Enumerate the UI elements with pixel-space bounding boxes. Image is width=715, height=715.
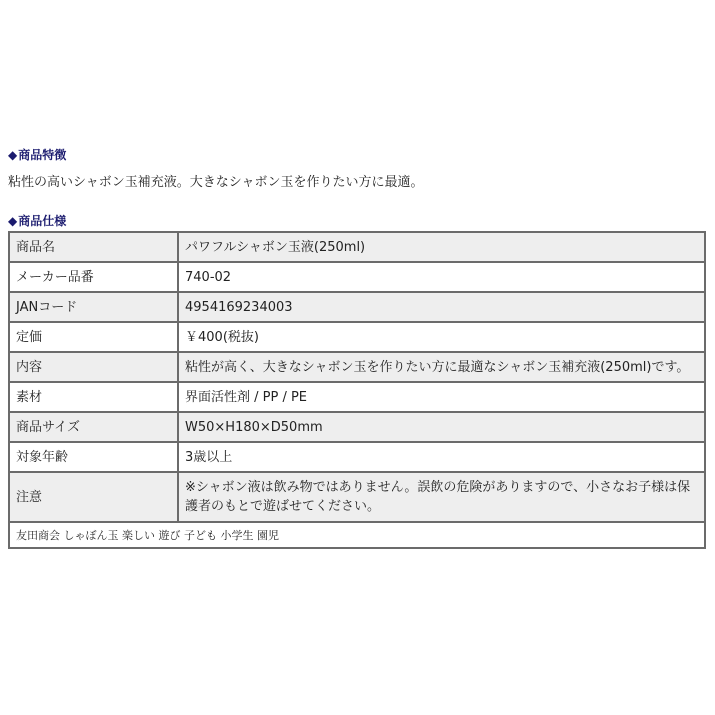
spec-value: 4954169234003 (178, 292, 705, 322)
spec-row-keywords (9, 522, 705, 548)
spec-heading (8, 213, 66, 229)
keywords-text: 友田商会 しゃぼん玉 楽しい 遊び 子ども 小学生 園児 (9, 522, 705, 548)
spec-label: JANコード (9, 292, 178, 322)
spec-value: パワフルシャボン玉液(250ml) (178, 232, 705, 262)
spec-label: 商品サイズ (9, 412, 178, 442)
spec-value: ※シャボン液は飲み物ではありません。誤飲の危険がありますので、小さなお子様は保護者のもとで遊ばせてください。 (178, 472, 705, 522)
spec-row-size (9, 412, 705, 442)
spec-row-contents (9, 352, 705, 382)
spec-value: ￥400(税抜) (178, 322, 705, 352)
spec-row-jan-code (9, 292, 705, 322)
spec-label: 商品名 (9, 232, 178, 262)
spec-table (8, 231, 706, 549)
spec-label: メーカー品番 (9, 262, 178, 292)
spec-value: 粘性が高く、大きなシャボン玉を作りたい方に最適なシャボン玉補充液(250ml)です。 (178, 352, 705, 382)
spec-row-material (9, 382, 705, 412)
spec-value: 3歳以上 (178, 442, 705, 472)
spec-value: 740-02 (178, 262, 705, 292)
diamond-bullet-icon: ◆ (8, 214, 18, 228)
spec-label: 注意 (9, 472, 178, 522)
features-description: 粘性の高いシャボン玉補充液。大きなシャボン玉を作りたい方に最適。 (8, 175, 424, 190)
features-heading (8, 147, 66, 163)
spec-row-product-name (9, 232, 705, 262)
spec-row-target-age (9, 442, 705, 472)
features-heading-text: 商品特徴 (18, 148, 67, 162)
spec-value: W50×H180×D50mm (178, 412, 705, 442)
spec-heading-text: 商品仕様 (18, 214, 67, 228)
spec-label: 素材 (9, 382, 178, 412)
spec-label: 対象年齢 (9, 442, 178, 472)
spec-value: 界面活性剤 / PP / PE (178, 382, 705, 412)
spec-row-caution (9, 472, 705, 522)
diamond-bullet-icon: ◆ (8, 148, 18, 162)
spec-row-maker-number (9, 262, 705, 292)
spec-row-price (9, 322, 705, 352)
spec-label: 内容 (9, 352, 178, 382)
spec-label: 定価 (9, 322, 178, 352)
